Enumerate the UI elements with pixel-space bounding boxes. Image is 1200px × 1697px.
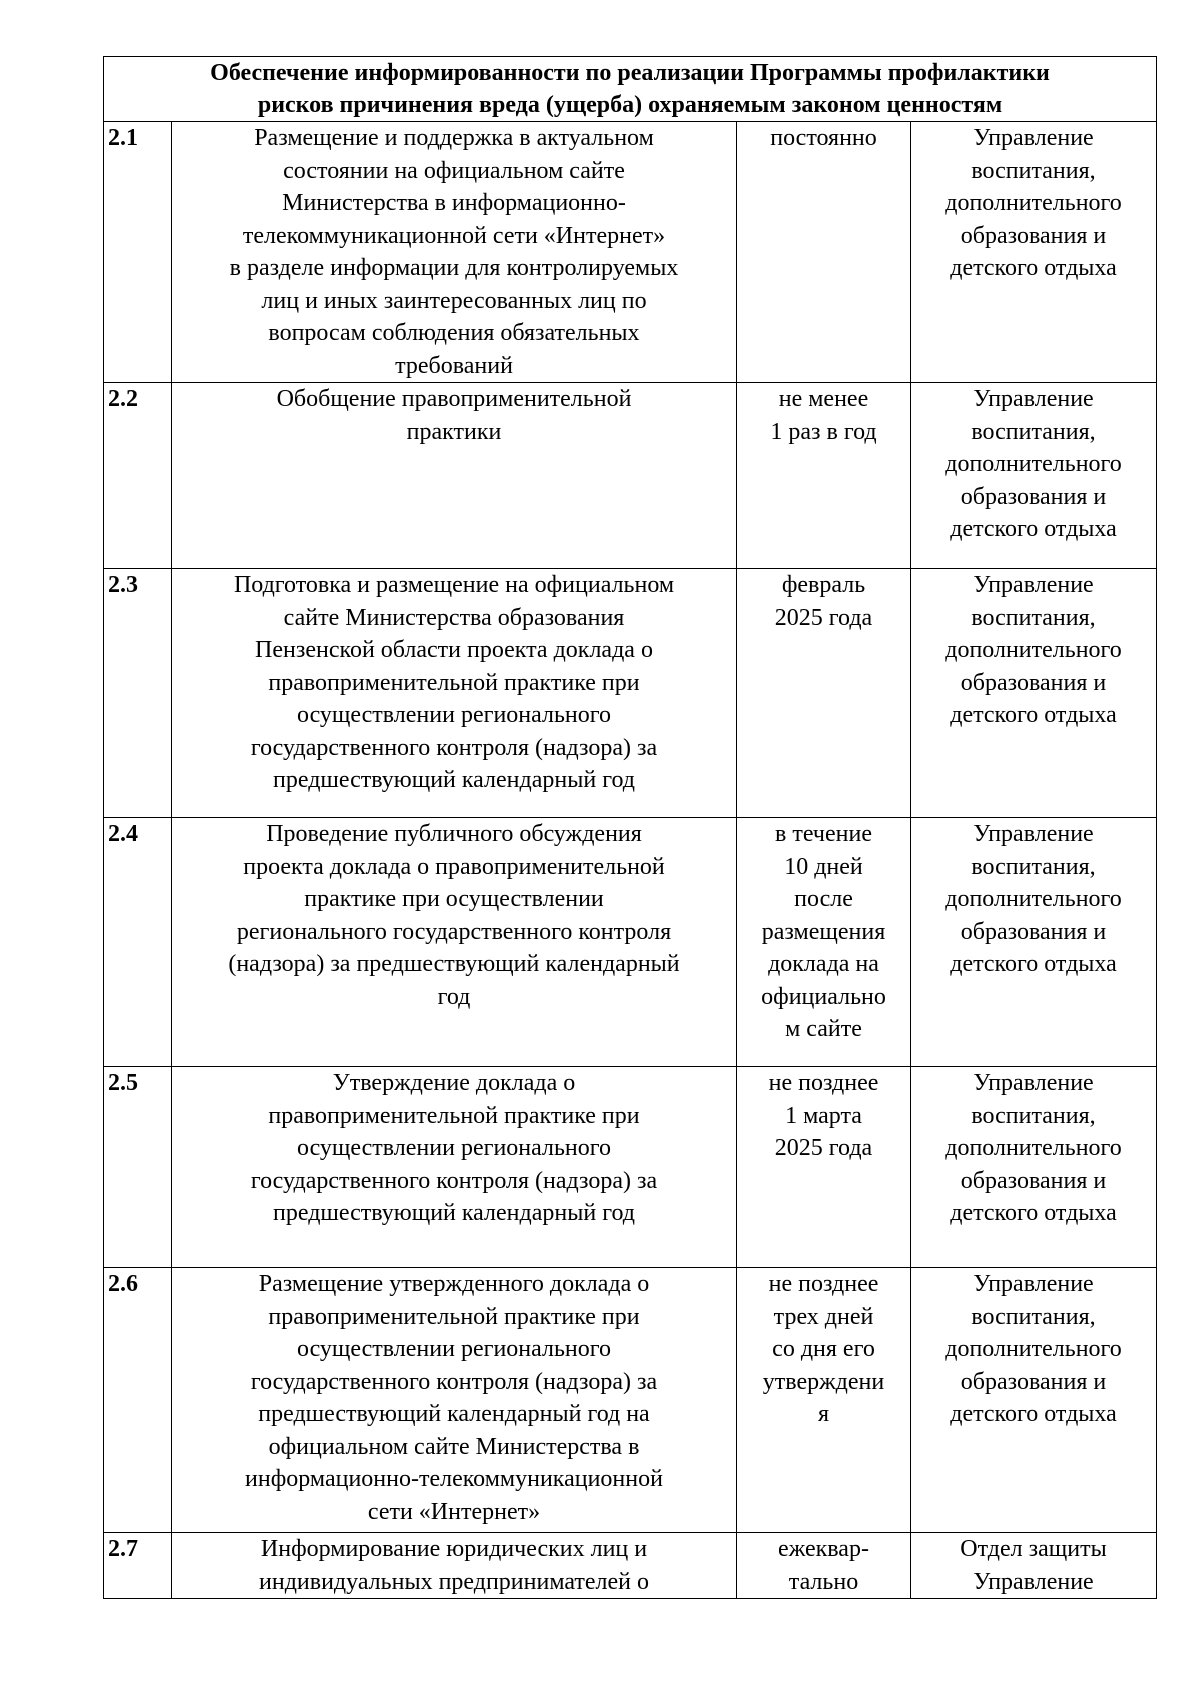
term-line: не позднее — [768, 1271, 879, 1297]
activity-line: телекоммуникационной сети «Интернет» — [242, 222, 666, 249]
responsible-line: воспитания, — [971, 157, 1096, 184]
row-number: 2.4 — [104, 818, 172, 1067]
table-row — [104, 383, 1157, 569]
table-row — [104, 122, 1157, 383]
responsible-line: Управление — [973, 125, 1094, 151]
responsible-line: воспитания, — [971, 604, 1096, 631]
activity-line: сайте Министерства образования — [283, 604, 625, 631]
responsible-line: образования и — [960, 222, 1107, 249]
activity-line: осуществлении регионального — [296, 1336, 612, 1362]
term-line: ежеквар- — [778, 1536, 869, 1562]
responsible-cell — [911, 1533, 1157, 1599]
activity-line: Утверждение доклада о — [332, 1070, 576, 1096]
responsible-cell — [911, 569, 1157, 818]
term-line: 1 марта — [785, 1102, 862, 1129]
term-line: доклада на — [768, 951, 879, 977]
activity-line: лиц и иных заинтересованных лиц по — [261, 287, 647, 314]
term-line: после — [794, 886, 853, 912]
responsible-line: детского отдыха — [950, 702, 1117, 728]
activity-line: государственного контроля (надзора) за — [250, 1368, 658, 1395]
term-line: постоянно — [770, 125, 877, 151]
responsible-line: Управление — [973, 1568, 1094, 1595]
row-number: 2.6 — [104, 1268, 172, 1533]
activity-line: Министерства в информационно- — [282, 190, 626, 216]
term-line: м сайте — [785, 1016, 862, 1042]
responsible-line: воспитания, — [971, 1303, 1096, 1330]
activity-line: правоприменительной практике при — [268, 669, 640, 696]
term-line: со дня его — [772, 1336, 875, 1362]
term-cell — [737, 569, 911, 818]
section-header-row — [104, 57, 1157, 122]
activity-line: практике при осуществлении — [304, 886, 604, 912]
activity-line: регионального государственного контроля — [236, 918, 672, 945]
activity-cell — [172, 818, 737, 1067]
row-number: 2.2 — [104, 383, 172, 569]
table-row — [104, 1067, 1157, 1268]
activity-line: Проведение публичного обсуждения — [266, 821, 642, 847]
term-cell — [737, 1067, 911, 1268]
table-row — [104, 569, 1157, 818]
term-line: февраль — [781, 572, 866, 598]
responsible-cell — [911, 818, 1157, 1067]
activity-line: год — [437, 983, 471, 1010]
activity-line: Информирование юридических лиц и — [260, 1536, 648, 1562]
row-number: 2.5 — [104, 1067, 172, 1268]
term-line: трех дней — [773, 1303, 874, 1330]
activity-line: государственного контроля (надзора) за — [250, 734, 658, 761]
responsible-cell — [911, 1268, 1157, 1533]
activity-line: Размещение и поддержка в актуальном — [254, 125, 654, 151]
term-cell — [737, 818, 911, 1067]
activity-line: предшествующий календарный год на — [258, 1401, 650, 1427]
responsible-line: детского отдыха — [950, 255, 1117, 281]
responsible-line: Управление — [973, 572, 1094, 598]
responsible-line: Отдел защиты — [960, 1536, 1107, 1562]
responsible-line: воспитания, — [971, 418, 1096, 445]
activity-line: практики — [406, 418, 502, 445]
activity-cell — [172, 383, 737, 569]
row-number: 2.3 — [104, 569, 172, 818]
term-line: 2025 года — [774, 1135, 873, 1161]
activity-line: (надзора) за предшествующий календарный — [228, 951, 680, 977]
responsible-line: дополнительного — [945, 637, 1122, 663]
activity-line: Обобщение правоприменительной — [276, 386, 632, 412]
activity-cell — [172, 569, 737, 818]
term-line: официально — [761, 983, 886, 1010]
row-number: 2.1 — [104, 122, 172, 383]
table-row — [104, 1533, 1157, 1599]
term-cell — [737, 1268, 911, 1533]
activity-line: правоприменительной практике при — [268, 1303, 640, 1330]
responsible-line: образования и — [960, 1368, 1107, 1395]
term-line: 2025 года — [774, 604, 873, 631]
responsible-cell — [911, 1067, 1157, 1268]
section-title-line: рисков причинения вреда (ущерба) охраняемым законом ценностям — [257, 92, 1003, 118]
activity-line: правоприменительной практике при — [268, 1102, 640, 1129]
responsible-line: воспитания, — [971, 1102, 1096, 1129]
section-title — [104, 57, 1157, 122]
table-row — [104, 1268, 1157, 1533]
term-line: 1 раз в год — [770, 418, 877, 445]
responsible-line: дополнительного — [945, 886, 1122, 912]
activity-line: состоянии на официальном сайте — [283, 157, 625, 184]
activity-line: официальном сайте Министерства в — [268, 1433, 640, 1460]
term-line: в течение — [775, 821, 872, 847]
responsible-line: образования и — [960, 483, 1107, 510]
term-line: 10 дней — [784, 853, 863, 880]
responsible-line: дополнительного — [945, 451, 1122, 477]
responsible-line: детского отдыха — [950, 516, 1117, 542]
responsible-line: детского отдыха — [950, 1401, 1117, 1427]
activity-line: сети «Интернет» — [367, 1498, 541, 1525]
activity-line: предшествующий календарный год — [273, 767, 635, 793]
activity-line: предшествующий календарный год — [273, 1200, 635, 1226]
term-cell — [737, 122, 911, 383]
activity-line: информационно-телекоммуникационной — [245, 1466, 663, 1492]
term-cell — [737, 1533, 911, 1599]
activity-line: государственного контроля (надзора) за — [250, 1167, 658, 1194]
activity-line: осуществлении регионального — [296, 1135, 612, 1161]
activity-line: проекта доклада о правоприменительной — [243, 853, 665, 880]
term-line: размещения — [761, 918, 886, 945]
term-line: не позднее — [768, 1070, 879, 1096]
responsible-line: образования и — [960, 669, 1107, 696]
activity-line: Пензенской области проекта доклада о — [255, 637, 653, 663]
responsible-line: детского отдыха — [950, 951, 1117, 977]
activity-cell — [172, 1067, 737, 1268]
activity-line: индивидуальных предпринимателей о — [259, 1568, 649, 1595]
responsible-line: детского отдыха — [950, 1200, 1117, 1226]
responsible-line: воспитания, — [971, 853, 1096, 880]
responsible-line: Управление — [973, 1271, 1094, 1297]
plan-table — [103, 56, 1157, 1599]
section-title-line: Обеспечение информированности по реализации Программы профилактики — [210, 60, 1050, 86]
responsible-cell — [911, 122, 1157, 383]
responsible-line: образования и — [960, 918, 1107, 945]
term-line: не менее — [778, 386, 869, 412]
activity-cell — [172, 122, 737, 383]
table-row — [104, 818, 1157, 1067]
responsible-line: дополнительного — [945, 1135, 1122, 1161]
activity-line: в разделе информации для контролируемых — [229, 255, 679, 281]
responsible-line: дополнительного — [945, 1336, 1122, 1362]
responsible-line: дополнительного — [945, 190, 1122, 216]
activity-line: осуществлении регионального — [296, 702, 612, 728]
term-cell — [737, 383, 911, 569]
responsible-line: Управление — [973, 386, 1094, 412]
activity-line: Подготовка и размещение на официальном — [233, 572, 675, 598]
responsible-line: образования и — [960, 1167, 1107, 1194]
term-line: тально — [788, 1568, 859, 1595]
activity-cell — [172, 1268, 737, 1533]
responsible-line: Управление — [973, 1070, 1094, 1096]
activity-cell — [172, 1533, 737, 1599]
term-line: утверждени — [762, 1368, 885, 1395]
activity-line: вопросам соблюдения обязательных — [268, 320, 640, 346]
activity-line: требований — [395, 352, 513, 379]
term-line: я — [817, 1401, 830, 1427]
activity-line: Размещение утвержденного доклада о — [258, 1271, 650, 1297]
responsible-cell — [911, 383, 1157, 569]
row-number: 2.7 — [104, 1533, 172, 1599]
responsible-line: Управление — [973, 821, 1094, 847]
